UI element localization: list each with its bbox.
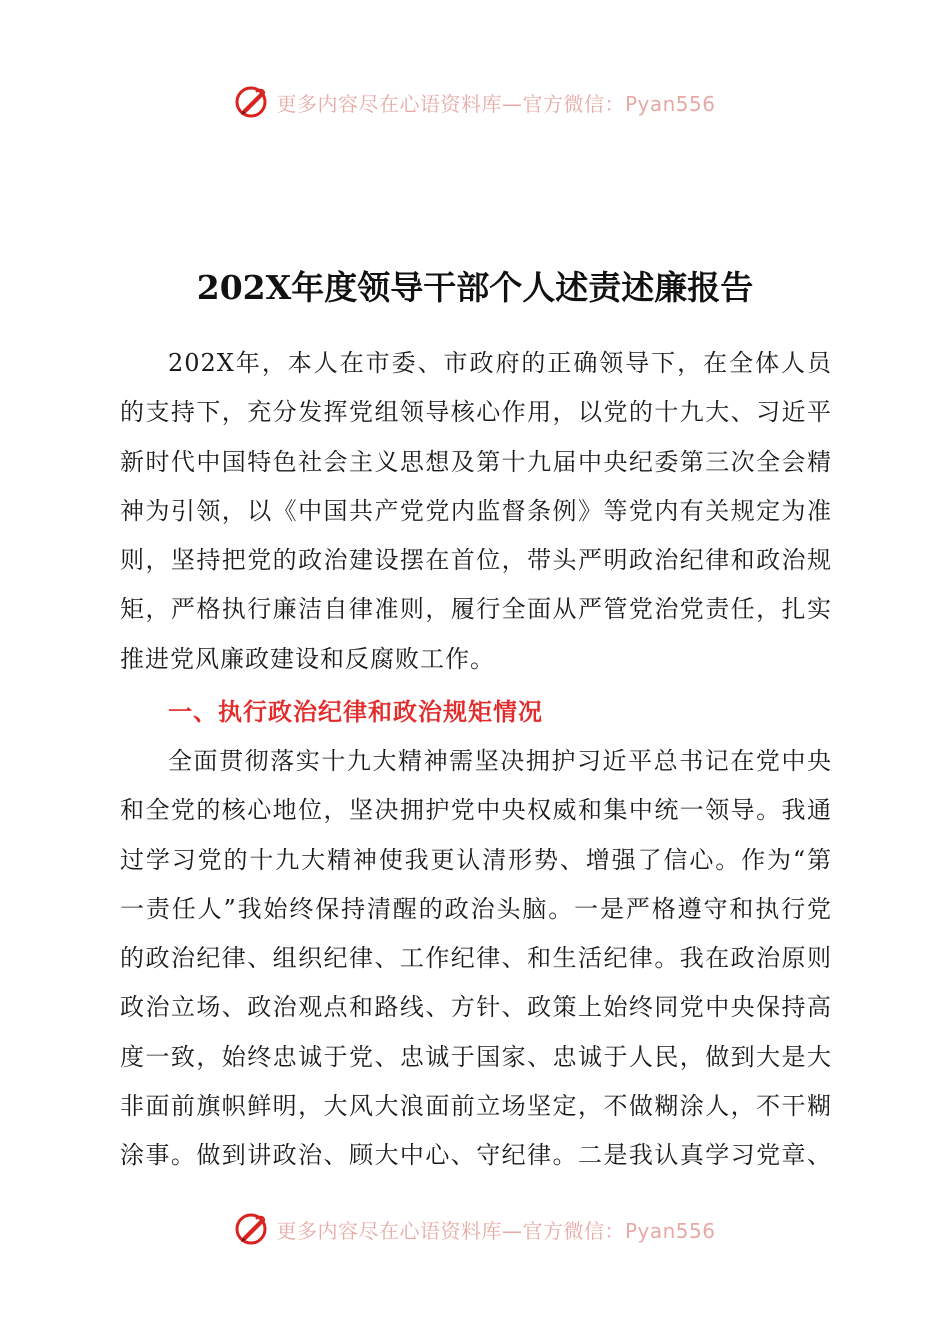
paragraph-line: 202X年，本人在市委、市政府的正确领导下，在全体人员: [168, 349, 832, 377]
paragraph-section1: [120, 737, 832, 1181]
paragraph-line: 度一致，始终忠诚于党、忠诚于国家、忠诚于人民，做到大是大: [120, 1042, 832, 1071]
paragraph-line: 过学习党的十九大精神使我更认清形势、增强了信心。作为“第: [120, 845, 832, 874]
paragraph-line: 则，坚持把党的政治建设摆在首位，带头严明政治纪律和政治规: [120, 546, 832, 575]
paragraph-line: 政治立场、政治观点和路线、方针、政策上始终同党中央保持高: [120, 993, 832, 1022]
section-heading: 一、执行政治纪律和政治规矩情况: [168, 698, 543, 726]
paragraph-line: 和全党的核心地位，坚决拥护党中央权威和集中统一领导。我通: [120, 796, 832, 825]
pen-logo-icon: [234, 84, 270, 120]
paragraph-line: 涂事。做到讲政治、顾大中心、守纪律。二是我认真学习党章、: [120, 1141, 832, 1170]
paragraph-line: 的政治纪律、组织纪律、工作纪律、和生活纪律。我在政治原则: [120, 944, 832, 973]
paragraph-line: 非面前旗帜鲜明，大风大浪面前立场坚定，不做糊涂人，不干糊: [120, 1092, 832, 1121]
document-title: 202X年度领导干部个人述责述廉报告: [196, 268, 754, 307]
paragraph-intro: [120, 339, 832, 684]
footer-watermark: [0, 1209, 950, 1249]
paragraph-line: 新时代中国特色社会主义思想及第十九届中央纪委第三次全会精: [120, 447, 832, 476]
paragraph-line: 全面贯彻落实十九大精神需坚决拥护习近平总书记在党中央: [168, 747, 832, 775]
paragraph-line: 一责任人”我始终保持清醒的政治头脑。一是严格遵守和执行党: [120, 894, 832, 923]
pen-logo-icon: [234, 1211, 270, 1247]
watermark-text: 更多内容尽在心语资料库—官方微信：Pyan556: [276, 1218, 716, 1243]
paragraph-line: 推进党风廉政建设和反腐败工作。: [120, 644, 495, 673]
header-watermark: [0, 82, 950, 122]
paragraph-line: 的支持下，充分发挥党组领导核心作用，以党的十九大、习近平: [120, 398, 832, 427]
watermark-text: 更多内容尽在心语资料库—官方微信：Pyan556: [276, 91, 716, 116]
paragraph-line: 矩，严格执行廉洁自律准则，履行全面从严管党治党责任，扎实: [120, 595, 832, 624]
paragraph-line: 神为引领，以《中国共产党党内监督条例》等党内有关规定为准: [120, 496, 832, 525]
